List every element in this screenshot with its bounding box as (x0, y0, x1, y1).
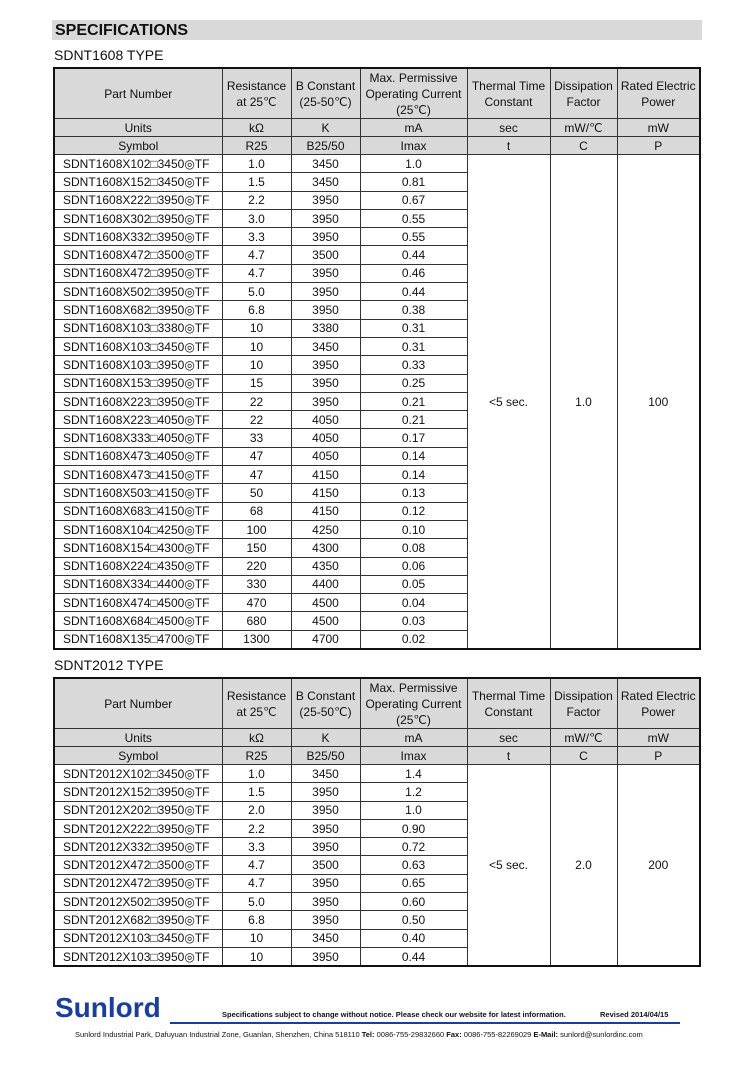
symbol-resistance: R25 (222, 747, 291, 765)
current-cell: 0.46 (360, 264, 467, 282)
resistance-cell: 68 (222, 502, 291, 520)
current-cell: 0.10 (360, 520, 467, 538)
b-constant-cell: 3950 (291, 209, 360, 227)
b-constant-cell: 3500 (291, 856, 360, 874)
part-number-cell: SDNT1608X104□4250◎TF (54, 520, 222, 538)
part-number-cell: SDNT2012X103□3950◎TF (54, 947, 222, 966)
resistance-cell: 4.7 (222, 856, 291, 874)
b-constant-cell: 3450 (291, 337, 360, 355)
current-cell: 0.65 (360, 874, 467, 892)
page-title: SPECIFICATIONS (52, 20, 702, 40)
footer-divider (170, 1022, 680, 1024)
b-constant-cell: 4050 (291, 429, 360, 447)
header-thermal-time: Thermal Time Constant (467, 68, 550, 119)
part-number-cell: SDNT1608X334□4400◎TF (54, 575, 222, 593)
b-constant-cell: 3950 (291, 374, 360, 392)
resistance-cell: 220 (222, 557, 291, 575)
b-constant-cell: 3500 (291, 246, 360, 264)
b-constant-cell: 3950 (291, 783, 360, 801)
part-number-cell: SDNT2012X472□3950◎TF (54, 874, 222, 892)
part-number-cell: SDNT1608X473□4050◎TF (54, 447, 222, 465)
unit-resistance: kΩ (222, 119, 291, 137)
header-dissipation: Dissipation Factor (550, 678, 617, 729)
symbol-power: P (617, 747, 700, 765)
tel-number: 0086-755-29832660 (376, 1030, 445, 1039)
symbol-dissipation: C (550, 747, 617, 765)
header-resistance: Resistance at 25℃ (222, 678, 291, 729)
b-constant-cell: 3950 (291, 838, 360, 856)
footer-address (75, 1030, 643, 1039)
header-rated-power: Rated Electric Power (617, 68, 700, 119)
fax-number: 0086-755-82269029 (463, 1030, 532, 1039)
sdnt2012-spec-table (53, 677, 701, 967)
symbol-thermal-time: t (467, 137, 550, 155)
part-number-cell: SDNT1608X103□3950◎TF (54, 356, 222, 374)
resistance-cell: 50 (222, 484, 291, 502)
current-cell: 0.06 (360, 557, 467, 575)
b-constant-cell: 4500 (291, 594, 360, 612)
resistance-cell: 1300 (222, 630, 291, 649)
part-number-cell: SDNT1608X223□4050◎TF (54, 411, 222, 429)
current-cell: 0.50 (360, 911, 467, 929)
current-cell: 0.55 (360, 209, 467, 227)
part-number-cell: SDNT1608X135□4700◎TF (54, 630, 222, 649)
resistance-cell: 1.5 (222, 173, 291, 191)
current-cell: 0.44 (360, 246, 467, 264)
current-cell: 0.31 (360, 337, 467, 355)
resistance-cell: 4.7 (222, 246, 291, 264)
part-number-cell: SDNT1608X154□4300◎TF (54, 539, 222, 557)
dissipation-value: 1.0 (550, 155, 617, 650)
header-b-constant: B Constant (25-50℃) (291, 678, 360, 729)
resistance-cell: 3.0 (222, 209, 291, 227)
units-label: Units (54, 119, 222, 137)
b-constant-cell: 3950 (291, 392, 360, 410)
symbol-b-constant: B25/50 (291, 137, 360, 155)
b-constant-cell: 3450 (291, 929, 360, 947)
part-number-cell: SDNT1608X224□4350◎TF (54, 557, 222, 575)
b-constant-cell: 3450 (291, 765, 360, 783)
b-constant-cell: 3380 (291, 319, 360, 337)
b-constant-cell: 4700 (291, 630, 360, 649)
resistance-cell: 100 (222, 520, 291, 538)
current-cell: 1.0 (360, 801, 467, 819)
table-row (54, 765, 700, 783)
part-number-cell: SDNT1608X684□4500◎TF (54, 612, 222, 630)
tel-label: Tel: (361, 1030, 375, 1039)
unit-b-constant: K (291, 119, 360, 137)
part-number-cell: SDNT1608X473□4150◎TF (54, 466, 222, 484)
part-number-cell: SDNT1608X474□4500◎TF (54, 594, 222, 612)
resistance-cell: 2.0 (222, 801, 291, 819)
b-constant-cell: 4300 (291, 539, 360, 557)
b-constant-cell: 4150 (291, 502, 360, 520)
unit-current: mA (360, 729, 467, 747)
address-text: Sunlord Industrial Park, Dafuyuan Industrial Zone, Guanlan, Shenzhen, China 518110 (75, 1030, 360, 1039)
current-cell: 1.0 (360, 155, 467, 173)
part-number-cell: SDNT2012X103□3450◎TF (54, 929, 222, 947)
current-cell: 0.25 (360, 374, 467, 392)
resistance-cell: 10 (222, 356, 291, 374)
unit-power: mW (617, 119, 700, 137)
part-number-cell: SDNT2012X222□3950◎TF (54, 819, 222, 837)
current-cell: 0.05 (360, 575, 467, 593)
b-constant-cell: 3950 (291, 801, 360, 819)
header-b-constant: B Constant (25-50℃) (291, 68, 360, 119)
unit-thermal-time: sec (467, 729, 550, 747)
part-number-cell: SDNT2012X472□3500◎TF (54, 856, 222, 874)
part-number-cell: SDNT1608X103□3450◎TF (54, 337, 222, 355)
resistance-cell: 22 (222, 392, 291, 410)
current-cell: 0.14 (360, 447, 467, 465)
b-constant-cell: 4150 (291, 466, 360, 484)
footer-notice: Specifications subject to change without notice. Please check our website for latest information. (222, 1010, 566, 1019)
part-number-cell: SDNT1608X103□3380◎TF (54, 319, 222, 337)
resistance-cell: 47 (222, 447, 291, 465)
dissipation-value: 2.0 (550, 765, 617, 967)
resistance-cell: 10 (222, 319, 291, 337)
b-constant-cell: 3950 (291, 283, 360, 301)
part-number-cell: SDNT2012X202□3950◎TF (54, 801, 222, 819)
resistance-cell: 1.0 (222, 765, 291, 783)
resistance-cell: 10 (222, 929, 291, 947)
b-constant-cell: 3950 (291, 356, 360, 374)
resistance-cell: 15 (222, 374, 291, 392)
b-constant-cell: 3950 (291, 874, 360, 892)
table2-title: SDNT2012 TYPE (54, 657, 164, 673)
b-constant-cell: 3950 (291, 191, 360, 209)
header-max-current: Max. Permissive Operating Current (25℃) (360, 678, 467, 729)
email-address: sunlord@sunlordinc.com (560, 1030, 643, 1039)
part-number-cell: SDNT1608X333□4050◎TF (54, 429, 222, 447)
part-number-cell: SDNT1608X302□3950◎TF (54, 209, 222, 227)
current-cell: 0.40 (360, 929, 467, 947)
resistance-cell: 2.2 (222, 819, 291, 837)
header-dissipation: Dissipation Factor (550, 68, 617, 119)
part-number-cell: SDNT1608X682□3950◎TF (54, 301, 222, 319)
revision-date: Revised 2014/04/15 (600, 1010, 669, 1019)
email-label: E-Mail: (533, 1030, 559, 1039)
b-constant-cell: 3950 (291, 819, 360, 837)
resistance-cell: 4.7 (222, 264, 291, 282)
current-cell: 0.08 (360, 539, 467, 557)
fax-label: Fax: (446, 1030, 462, 1039)
b-constant-cell: 3950 (291, 893, 360, 911)
resistance-cell: 5.0 (222, 283, 291, 301)
current-cell: 1.4 (360, 765, 467, 783)
resistance-cell: 1.0 (222, 155, 291, 173)
unit-resistance: kΩ (222, 729, 291, 747)
part-number-cell: SDNT1608X222□3950◎TF (54, 191, 222, 209)
symbol-label: Symbol (54, 137, 222, 155)
current-cell: 0.03 (360, 612, 467, 630)
part-number-cell: SDNT1608X153□3950◎TF (54, 374, 222, 392)
current-cell: 0.72 (360, 838, 467, 856)
table1-title: SDNT1608 TYPE (54, 47, 164, 63)
resistance-cell: 33 (222, 429, 291, 447)
current-cell: 0.44 (360, 283, 467, 301)
symbol-dissipation: C (550, 137, 617, 155)
b-constant-cell: 3950 (291, 264, 360, 282)
current-cell: 0.33 (360, 356, 467, 374)
resistance-cell: 10 (222, 337, 291, 355)
resistance-cell: 10 (222, 947, 291, 966)
resistance-cell: 330 (222, 575, 291, 593)
current-cell: 0.31 (360, 319, 467, 337)
part-number-cell: SDNT1608X683□4150◎TF (54, 502, 222, 520)
current-cell: 0.44 (360, 947, 467, 966)
symbol-power: P (617, 137, 700, 155)
header-part-number: Part Number (54, 68, 222, 119)
symbol-thermal-time: t (467, 747, 550, 765)
sdnt1608-spec-table (53, 67, 701, 650)
symbol-label: Symbol (54, 747, 222, 765)
header-max-current: Max. Permissive Operating Current (25℃) (360, 68, 467, 119)
symbol-current: Imax (360, 137, 467, 155)
part-number-cell: SDNT1608X502□3950◎TF (54, 283, 222, 301)
symbol-current: Imax (360, 747, 467, 765)
current-cell: 0.12 (360, 502, 467, 520)
part-number-cell: SDNT1608X223□3950◎TF (54, 392, 222, 410)
header-thermal-time: Thermal Time Constant (467, 678, 550, 729)
b-constant-cell: 3450 (291, 173, 360, 191)
part-number-cell: SDNT2012X502□3950◎TF (54, 893, 222, 911)
b-constant-cell: 3950 (291, 228, 360, 246)
part-number-cell: SDNT1608X102□3450◎TF (54, 155, 222, 173)
current-cell: 0.04 (360, 594, 467, 612)
resistance-cell: 1.5 (222, 783, 291, 801)
resistance-cell: 2.2 (222, 191, 291, 209)
resistance-cell: 6.8 (222, 911, 291, 929)
current-cell: 0.02 (360, 630, 467, 649)
unit-dissipation: mW/℃ (550, 729, 617, 747)
b-constant-cell: 4050 (291, 447, 360, 465)
current-cell: 0.60 (360, 893, 467, 911)
b-constant-cell: 4250 (291, 520, 360, 538)
current-cell: 0.90 (360, 819, 467, 837)
symbol-resistance: R25 (222, 137, 291, 155)
thermal-time-value: <5 sec. (467, 765, 550, 967)
unit-b-constant: K (291, 729, 360, 747)
current-cell: 0.14 (360, 466, 467, 484)
part-number-cell: SDNT1608X472□3950◎TF (54, 264, 222, 282)
part-number-cell: SDNT2012X332□3950◎TF (54, 838, 222, 856)
resistance-cell: 470 (222, 594, 291, 612)
part-number-cell: SDNT2012X152□3950◎TF (54, 783, 222, 801)
current-cell: 0.55 (360, 228, 467, 246)
resistance-cell: 5.0 (222, 893, 291, 911)
b-constant-cell: 3450 (291, 155, 360, 173)
b-constant-cell: 4500 (291, 612, 360, 630)
resistance-cell: 22 (222, 411, 291, 429)
current-cell: 0.63 (360, 856, 467, 874)
sunlord-logo: Sunlord (55, 992, 161, 1023)
part-number-cell: SDNT2012X682□3950◎TF (54, 911, 222, 929)
resistance-cell: 3.3 (222, 228, 291, 246)
header-rated-power: Rated Electric Power (617, 678, 700, 729)
table-row (54, 155, 700, 173)
resistance-cell: 6.8 (222, 301, 291, 319)
current-cell: 1.2 (360, 783, 467, 801)
resistance-cell: 3.3 (222, 838, 291, 856)
unit-thermal-time: sec (467, 119, 550, 137)
current-cell: 0.17 (360, 429, 467, 447)
rated-power-value: 100 (617, 155, 700, 650)
b-constant-cell: 4150 (291, 484, 360, 502)
resistance-cell: 680 (222, 612, 291, 630)
b-constant-cell: 4050 (291, 411, 360, 429)
part-number-cell: SDNT1608X152□3450◎TF (54, 173, 222, 191)
current-cell: 0.67 (360, 191, 467, 209)
resistance-cell: 4.7 (222, 874, 291, 892)
unit-current: mA (360, 119, 467, 137)
current-cell: 0.21 (360, 411, 467, 429)
resistance-cell: 150 (222, 539, 291, 557)
header-resistance: Resistance at 25℃ (222, 68, 291, 119)
part-number-cell: SDNT1608X472□3500◎TF (54, 246, 222, 264)
part-number-cell: SDNT1608X503□4150◎TF (54, 484, 222, 502)
b-constant-cell: 3950 (291, 911, 360, 929)
b-constant-cell: 3950 (291, 947, 360, 966)
current-cell: 0.38 (360, 301, 467, 319)
units-label: Units (54, 729, 222, 747)
current-cell: 0.13 (360, 484, 467, 502)
symbol-b-constant: B25/50 (291, 747, 360, 765)
rated-power-value: 200 (617, 765, 700, 967)
thermal-time-value: <5 sec. (467, 155, 550, 650)
b-constant-cell: 4400 (291, 575, 360, 593)
part-number-cell: SDNT2012X102□3450◎TF (54, 765, 222, 783)
part-number-cell: SDNT1608X332□3950◎TF (54, 228, 222, 246)
unit-power: mW (617, 729, 700, 747)
header-part-number: Part Number (54, 678, 222, 729)
b-constant-cell: 3950 (291, 301, 360, 319)
current-cell: 0.81 (360, 173, 467, 191)
resistance-cell: 47 (222, 466, 291, 484)
unit-dissipation: mW/℃ (550, 119, 617, 137)
current-cell: 0.21 (360, 392, 467, 410)
b-constant-cell: 4350 (291, 557, 360, 575)
